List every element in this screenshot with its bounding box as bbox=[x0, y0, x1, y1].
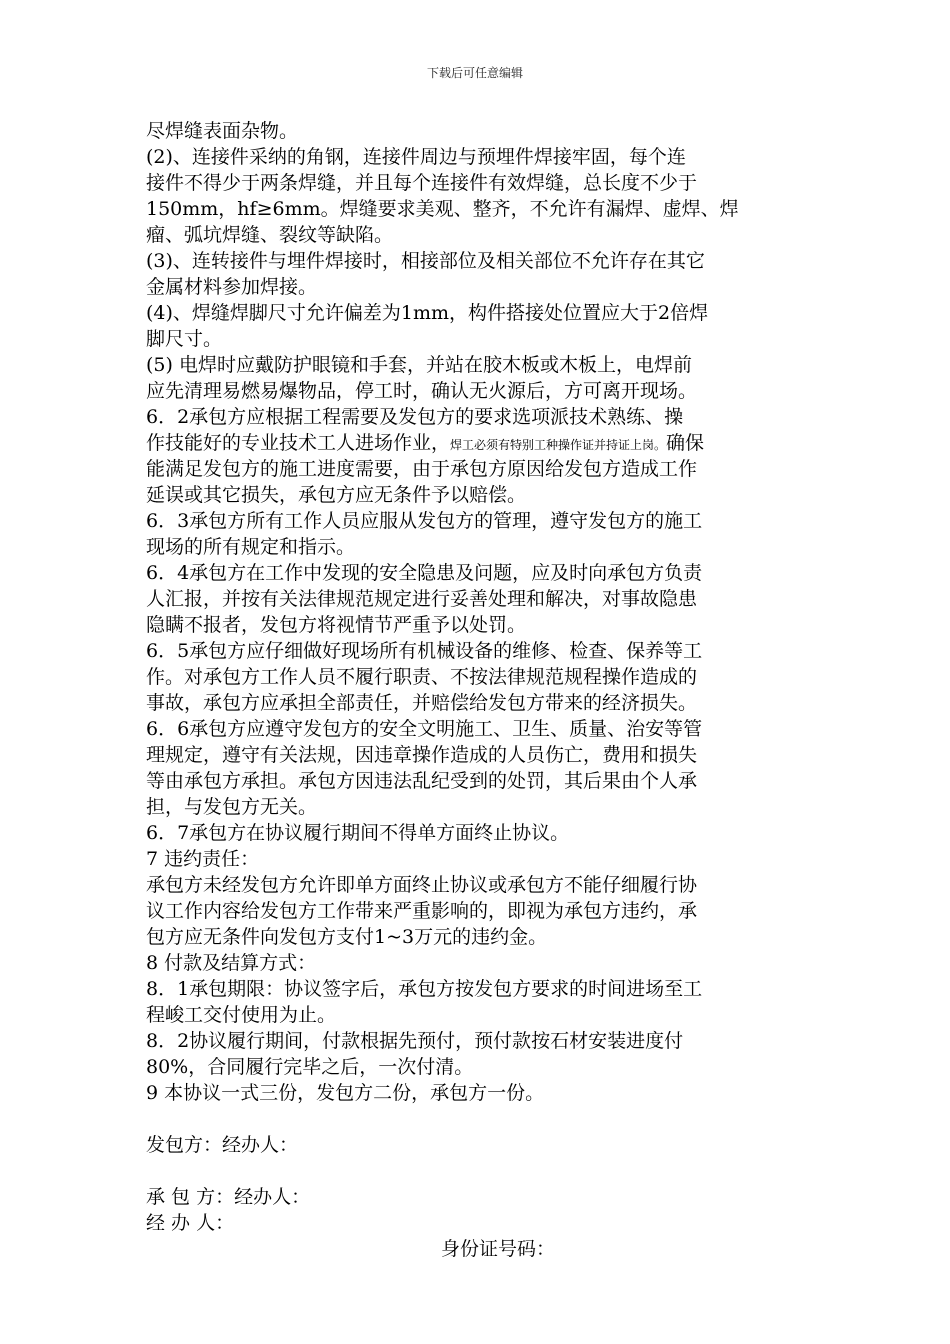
signature-id-number: 身份证号码： bbox=[440, 1238, 555, 1260]
section-heading: 7 违约责任： bbox=[146, 848, 260, 870]
small-note: 焊工必须有特别工种操作证并持证上岗。 bbox=[450, 438, 667, 452]
text-line: 理规定，遵守有关法规，因违章操作造成的人员伤亡，费用和损失 bbox=[146, 744, 698, 766]
text-line: 8．2协议履行期间，付款根据先预付，预付款按石材安装进度付 bbox=[146, 1030, 684, 1052]
text-segment: 作技能好的专业技术工人进场作业， bbox=[146, 432, 451, 454]
text-line: 6．2承包方应根据工程需要及发包方的要求选项派技术熟练、操 bbox=[146, 406, 684, 428]
text-line: 能满足发包方的施工进度需要，由于承包方原因给发包方造成工作 bbox=[146, 458, 698, 480]
text-line: 6．6承包方应遵守发包方的安全文明施工、卫生、质量、治安等管 bbox=[146, 718, 703, 740]
signature-handler: 经 办 人： bbox=[146, 1212, 235, 1234]
document-body bbox=[146, 118, 810, 1262]
text-line: 承包方未经发包方允许即单方面终止协议或承包方不能仔细履行协 bbox=[146, 874, 698, 896]
spacer bbox=[146, 1158, 810, 1184]
text-line: 现场的所有规定和指示。 bbox=[146, 536, 356, 558]
text-line: (3)、连转接件与埋件焊接时，相接部位及相关部位不允许存在其它 bbox=[146, 250, 705, 272]
text-line: 6．7承包方在协议履行期间不得单方面终止协议。 bbox=[146, 822, 570, 844]
text-line: 担，与发包方无关。 bbox=[146, 796, 318, 818]
text-line: 程峻工交付使用为止。 bbox=[146, 1004, 337, 1026]
text-line: 80%，合同履行完毕之后，一次付清。 bbox=[146, 1056, 474, 1078]
text-line: 6．5承包方应仔细做好现场所有机械设备的维修、检查、保养等工 bbox=[146, 640, 703, 662]
text-line: 作。对承包方工作人员不履行职责、不按法律规范规程操作造成的 bbox=[146, 666, 698, 688]
text-line: 尽焊缝表面杂物。 bbox=[146, 120, 299, 142]
text-line: (4)、焊缝焊脚尺寸允许偏差为1mm，构件搭接处位置应大于2倍焊 bbox=[146, 302, 709, 324]
text-segment: 确保 bbox=[666, 432, 705, 454]
text-line: 9 本协议一式三份，发包方二份，承包方一份。 bbox=[146, 1082, 545, 1104]
text-line: 6．4承包方在工作中发现的安全隐患及问题，应及时向承包方负责 bbox=[146, 562, 703, 584]
text-line: 6．3承包方所有工作人员应服从发包方的管理，遵守发包方的施工 bbox=[146, 510, 703, 532]
text-line: 包方应无条件向发包方支付1~3万元的违约金。 bbox=[146, 926, 548, 948]
text-line: 瘤、弧坑焊缝、裂纹等缺陷。 bbox=[146, 224, 394, 246]
text-line: 金属材料参加焊接。 bbox=[146, 276, 318, 298]
section-heading: 8 付款及结算方式： bbox=[146, 952, 317, 974]
text-line: 应先清理易燃易爆物品，停工时，确认无火源后，方可离开现场。 bbox=[146, 380, 698, 402]
text-line: 等由承包方承担。承包方因违法乱纪受到的处罚，其后果由个人承 bbox=[146, 770, 698, 792]
spacer bbox=[146, 1106, 810, 1132]
text-line: 脚尺寸。 bbox=[146, 328, 223, 350]
text-line: 议工作内容给发包方工作带来严重影响的，即视为承包方违约，承 bbox=[146, 900, 698, 922]
text-line: 接件不得少于两条焊缝，并且每个连接件有效焊缝，总长度不少于 bbox=[146, 172, 698, 194]
text-line: 8．1承包期限：协议签字后，承包方按发包方要求的时间进场至工 bbox=[146, 978, 703, 1000]
text-line: (2)、连接件采纳的角钢，连接件周边与预埋件焊接牢固，每个连 bbox=[146, 146, 686, 168]
text-line: 延误或其它损失，承包方应无条件予以赔偿。 bbox=[146, 484, 527, 506]
text-line: 人汇报，并按有关法律规范规定进行妥善处理和解决，对事故隐患 bbox=[146, 588, 698, 610]
signature-party-b: 承 包 方：经办人： bbox=[146, 1186, 311, 1208]
page-header: 下载后可任意编辑 bbox=[426, 66, 523, 80]
text-line: 事故，承包方应承担全部责任，并赔偿给发包方带来的经济损失。 bbox=[146, 692, 698, 714]
text-line-mixed bbox=[146, 430, 810, 456]
text-line: 150mm，hf≥6mm。焊缝要求美观、整齐，不允许有漏焊、虚焊、焊 bbox=[146, 198, 739, 220]
text-line: (5) 电焊时应戴防护眼镜和手套，并站在胶木板或木板上，电焊前 bbox=[146, 354, 692, 376]
text-line: 隐瞒不报者，发包方将视情节严重予以处罚。 bbox=[146, 614, 527, 636]
signature-party-a: 发包方：经办人： bbox=[146, 1134, 299, 1156]
